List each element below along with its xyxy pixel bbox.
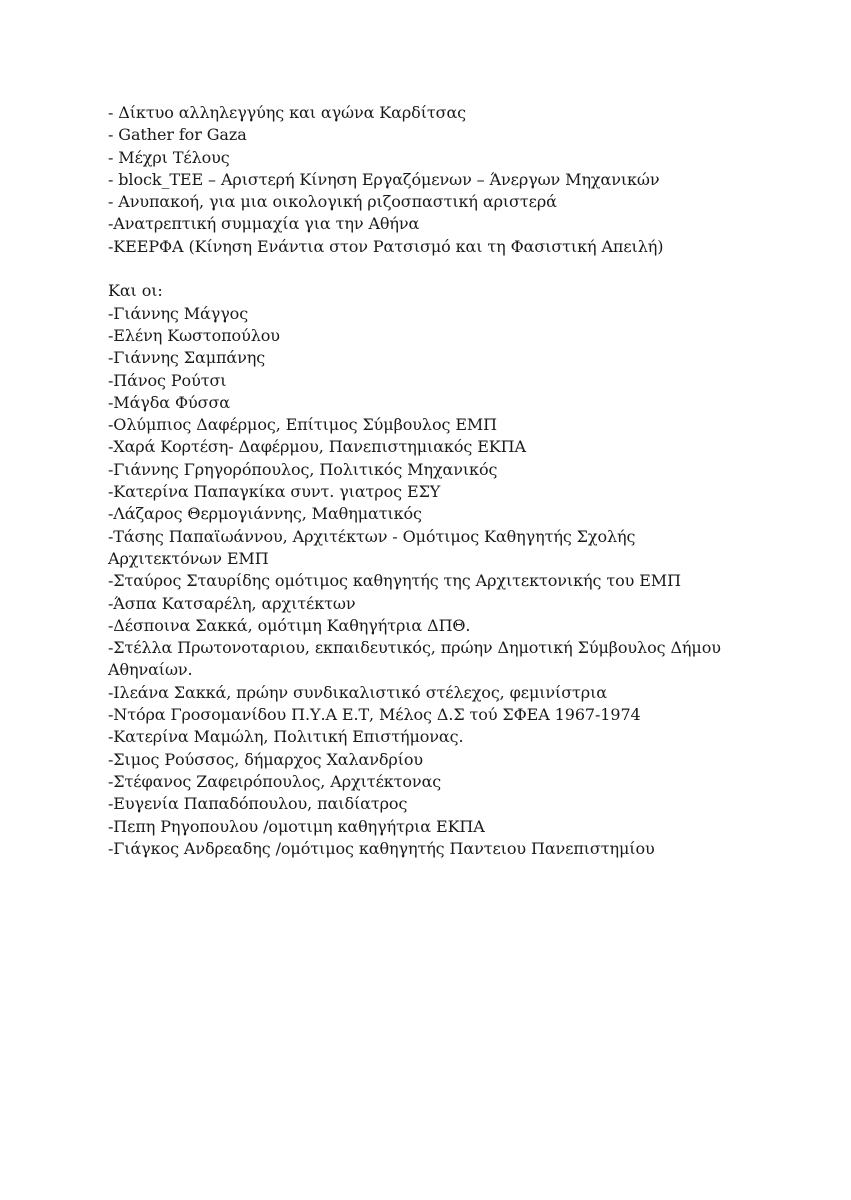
organization-line: -Ανατρεπτική συμμαχία για την Αθήνα <box>108 214 420 234</box>
individual-line: -Ιλεάνα Σακκά, πρώην συνδικαλιστικό στέλεχος, φεμινίστρια <box>108 682 607 702</box>
individual-line: -Κατερίνα Μαμώλη, Πολιτική Επιστήμονας. <box>108 727 464 747</box>
organization-line: - Ανυπακοή, για μια οικολογική ριζοσπαστική αριστερά <box>108 192 557 212</box>
organization-line: - Μέχρι Τέλους <box>108 147 230 167</box>
individual-line: -Γιάννης Γρηγορόπουλος, Πολιτικός Μηχανικός <box>108 459 498 479</box>
individual-line: -Στέφανος Ζαφειρόπουλος, Αρχιτέκτονας <box>108 771 442 791</box>
organization-line: -ΚΕΕΡΦΑ (Κίνηση Ενάντια στον Ρατσισμό και τη Φασιστική Απειλή) <box>108 236 664 256</box>
organization-line: - Δίκτυο αλληλεγγύης και αγώνα Καρδίτσας <box>108 103 467 122</box>
individual-line: -Ολύμπιος Δαφέρμος, Επίτιμος Σύμβουλος ΕΜΠ <box>108 415 498 435</box>
individual-line: -Ελένη Κωστοπούλου <box>108 325 280 345</box>
individual-line: -Γιάγκος Ανδρεαδης /ομότιμος καθηγητής Παντειου Πανεπιστημίου <box>108 838 655 858</box>
individual-line: -Μάγδα Φύσσα <box>108 392 230 412</box>
individual-line: -Δέσποινα Σακκά, ομότιμη Καθηγήτρια ΔΠΘ. <box>108 615 471 635</box>
individual-line: -Τάσης Παπαϊωάννου, Αρχιτέκτων - Ομότιμος Καθηγητής Σχολής Αρχιτεκτόνων ΕΜΠ <box>108 526 636 568</box>
individual-line: -Στέλλα Πρωτονοταριου, εκπαιδευτικός, πρώην Δημοτική Σύμβουλος Δήμου Αθηναίων. <box>108 638 721 680</box>
individuals-list <box>108 303 748 860</box>
individual-line: -Χαρά Κορτέση- Δαφέρμου, Πανεπιστημιακός ΕΚΠΑ <box>108 437 526 457</box>
organizations-list <box>108 102 748 258</box>
individual-line: -Άσπα Κατσαρέλη, αρχιτέκτων <box>108 593 356 613</box>
individual-line: -Πεπη Ρηγοπουλου /ομοτιμη καθηγήτρια ΕΚΠΑ <box>108 816 485 836</box>
individual-line: -Πάνος Ρούτσι <box>108 370 227 390</box>
document-body <box>108 102 748 860</box>
individuals-heading: Και οι: <box>108 281 163 301</box>
individual-line: -Γιάννης Σαμπάνης <box>108 348 266 368</box>
organization-line: - Gather for Gaza <box>108 125 247 145</box>
individual-line: -Κατερίνα Παπαγκίκα συντ. γιατρος ΕΣΥ <box>108 482 441 502</box>
individual-line: -Σταύρος Σταυρίδης ομότιμος καθηγητής της Αρχιτεκτονικής του ΕΜΠ <box>108 571 681 591</box>
individual-line: -Ευγενία Παπαδόπουλου, παιδίατρος <box>108 794 408 814</box>
individual-line: -Σιμος Ρούσσος, δήμαρχος Χαλανδρίου <box>108 749 424 769</box>
paragraph-gap <box>108 258 748 280</box>
individual-line: -Ντόρα Γροσομανίδου Π.Υ.Α Ε.Τ, Μέλος Δ.Σ τού ΣΦΕΑ 1967-1974 <box>108 705 641 725</box>
organization-line: - block_ΤΕΕ – Αριστερή Κίνηση Εργαζόμενων – Άνεργων Μηχανικών <box>108 169 660 189</box>
individual-line: -Γιάννης Μάγγος <box>108 303 249 323</box>
individual-line: -Λάζαρος Θερμογιάννης, Μαθηματικός <box>108 504 422 524</box>
